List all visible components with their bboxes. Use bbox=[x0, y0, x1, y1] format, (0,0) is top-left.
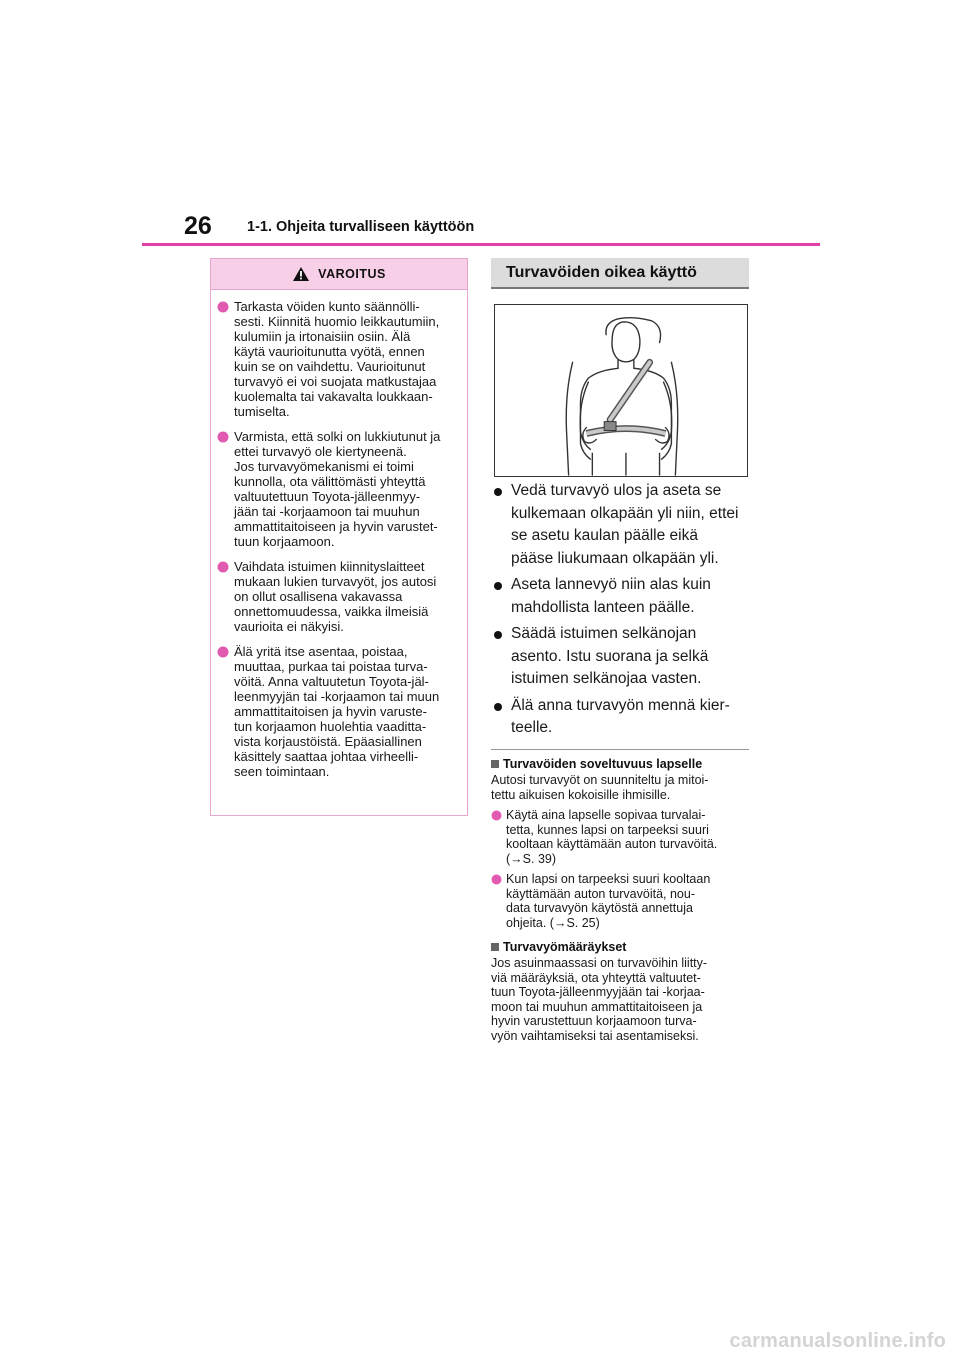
square-bullet-icon bbox=[491, 943, 499, 951]
section-heading-text: Turvavöiden oikea käyttö bbox=[506, 263, 697, 281]
subsection-item bbox=[491, 872, 759, 930]
bullet-dot-icon bbox=[494, 703, 502, 711]
warning-label: VAROITUS bbox=[318, 267, 386, 281]
watermark: carmanualsonline.info bbox=[729, 1330, 946, 1352]
bullet-icon bbox=[491, 874, 502, 885]
subsection-title: Turvavöiden soveltuvuus lapselle bbox=[503, 757, 703, 771]
bullet-dot-icon bbox=[494, 488, 502, 496]
usage-bullet bbox=[491, 623, 761, 691]
subsection-title: Turvavyömääräykset bbox=[503, 940, 627, 954]
divider bbox=[491, 749, 749, 750]
bullet-icon bbox=[217, 561, 229, 573]
warning-item-text: Vaihdata istuimen kiinnityslaitteet mukaan lukien turvavyöt, jos autosi on ollut osallisena vakavassa onnettomuudessa, vaikka ilmeisiä vaurioita ei näkyisi. bbox=[234, 559, 437, 634]
warning-box bbox=[210, 258, 468, 816]
warning-item bbox=[217, 299, 457, 419]
usage-bullet bbox=[491, 480, 761, 570]
warning-triangle-icon bbox=[292, 266, 310, 282]
warning-item bbox=[217, 644, 457, 779]
bullet-icon bbox=[217, 646, 229, 658]
section-heading bbox=[491, 258, 749, 289]
warning-item bbox=[217, 429, 457, 549]
square-bullet-icon bbox=[491, 760, 499, 768]
warning-list bbox=[211, 290, 467, 779]
subsection-item-text: Kun lapsi on tarpeeksi suuri kooltaan käyttämään auton turvavöitä, nou- data turvavyön käytöstä annettuja ohjeita. (→S. 25) bbox=[506, 872, 711, 930]
usage-bullet-text: Vedä turvavyö ulos ja aseta se kulkemaan olkapään yli niin, ettei se asetu kaulan päälle eikä pääse liukumaan olkapään yli. bbox=[511, 482, 739, 567]
subsections bbox=[491, 757, 759, 1049]
subsection-heading bbox=[491, 757, 759, 771]
subsection-heading bbox=[491, 940, 759, 954]
bullet-dot-icon bbox=[494, 582, 502, 590]
subsection-item-text: Käytä aina lapselle sopivaa turvalai- tetta, kunnes lapsi on tarpeeksi suuri kooltaan käyttämään auton turvavöitä. (→S. 39) bbox=[506, 808, 718, 866]
usage-bullet-text: Säädä istuimen selkänojan asento. Istu suorana ja selkä istuimen selkänojaa vasten. bbox=[511, 625, 709, 687]
subsection-item bbox=[491, 808, 759, 866]
warning-header bbox=[211, 259, 467, 290]
subsection-body: Jos asuinmaassasi on turvavöihin liitty- viä määräyksiä, ota yhteyttä valtuutet- tuun Toyota-jälleenmyyjään tai -korjaa- moon tai muuhun ammattitaitoiseen ja hyvin varustettuun korjaamoon turva- vyön vaihtamiseksi tai asentamiseksi. bbox=[491, 956, 708, 1043]
section-title: 1-1. Ohjeita turvalliseen käyttöön bbox=[247, 219, 475, 235]
bullet-dot-icon bbox=[494, 631, 502, 639]
bullet-icon bbox=[491, 810, 502, 821]
page-number: 26 bbox=[184, 212, 212, 240]
usage-bullet bbox=[491, 574, 761, 619]
bullet-icon bbox=[217, 301, 229, 313]
bullet-icon bbox=[217, 431, 229, 443]
seatbelt-person-illustration bbox=[494, 304, 748, 477]
usage-bullet-text: Älä anna turvavyön mennä kier- teelle. bbox=[511, 696, 730, 736]
header-rule bbox=[142, 243, 820, 246]
warning-item-text: Tarkasta vöiden kunto säännölli- sesti. Kiinnitä huomio leikkautumiin, kulumiin ja irtonaisiin osiin. Älä käytä vaurioitunutta vyötä, ennen kuin se on vaihdettu. Vaurioitunut turvavyö ei voi suojata matkustajaa kuolemalta tai vakavalta loukkaan- tumiselta. bbox=[234, 299, 440, 419]
subsection-body: Autosi turvavyöt on suunniteltu ja mitoi- tettu aikuisen kokoisille ihmisille. bbox=[491, 773, 709, 802]
usage-bullet-text: Aseta lannevyö niin alas kuin mahdollista lanteen päälle. bbox=[511, 576, 711, 616]
warning-item-text: Varmista, että solki on lukkiutunut ja ettei turvavyö ole kiertyneenä. Jos turvavyömekanismi ei toimi kunnolla, ota välittömästi yhteyttä valtuutettuun Toyota-jälleenmyy- jään tai -korjaamoon tai muuhun ammattitaitoiseen ja hyvin varustet- tuun korjaamoon. bbox=[234, 429, 441, 549]
usage-bullet bbox=[491, 695, 761, 740]
warning-item-text: Älä yritä itse asentaa, poistaa, muuttaa, purkaa tai poistaa turva- vöitä. Anna valtuutetun Toyota-jäl- leenmyyjän tai -korjaamon tai muun ammattitaitoisen ja hyvin varuste- tun korjaamon huolehtia vaaditta- vista korjaustöistä. Epäasiallinen käsittely saattaa johtaa virheelli- seen toimintaan. bbox=[234, 644, 440, 779]
usage-bullets bbox=[491, 480, 761, 744]
warning-item bbox=[217, 559, 457, 634]
